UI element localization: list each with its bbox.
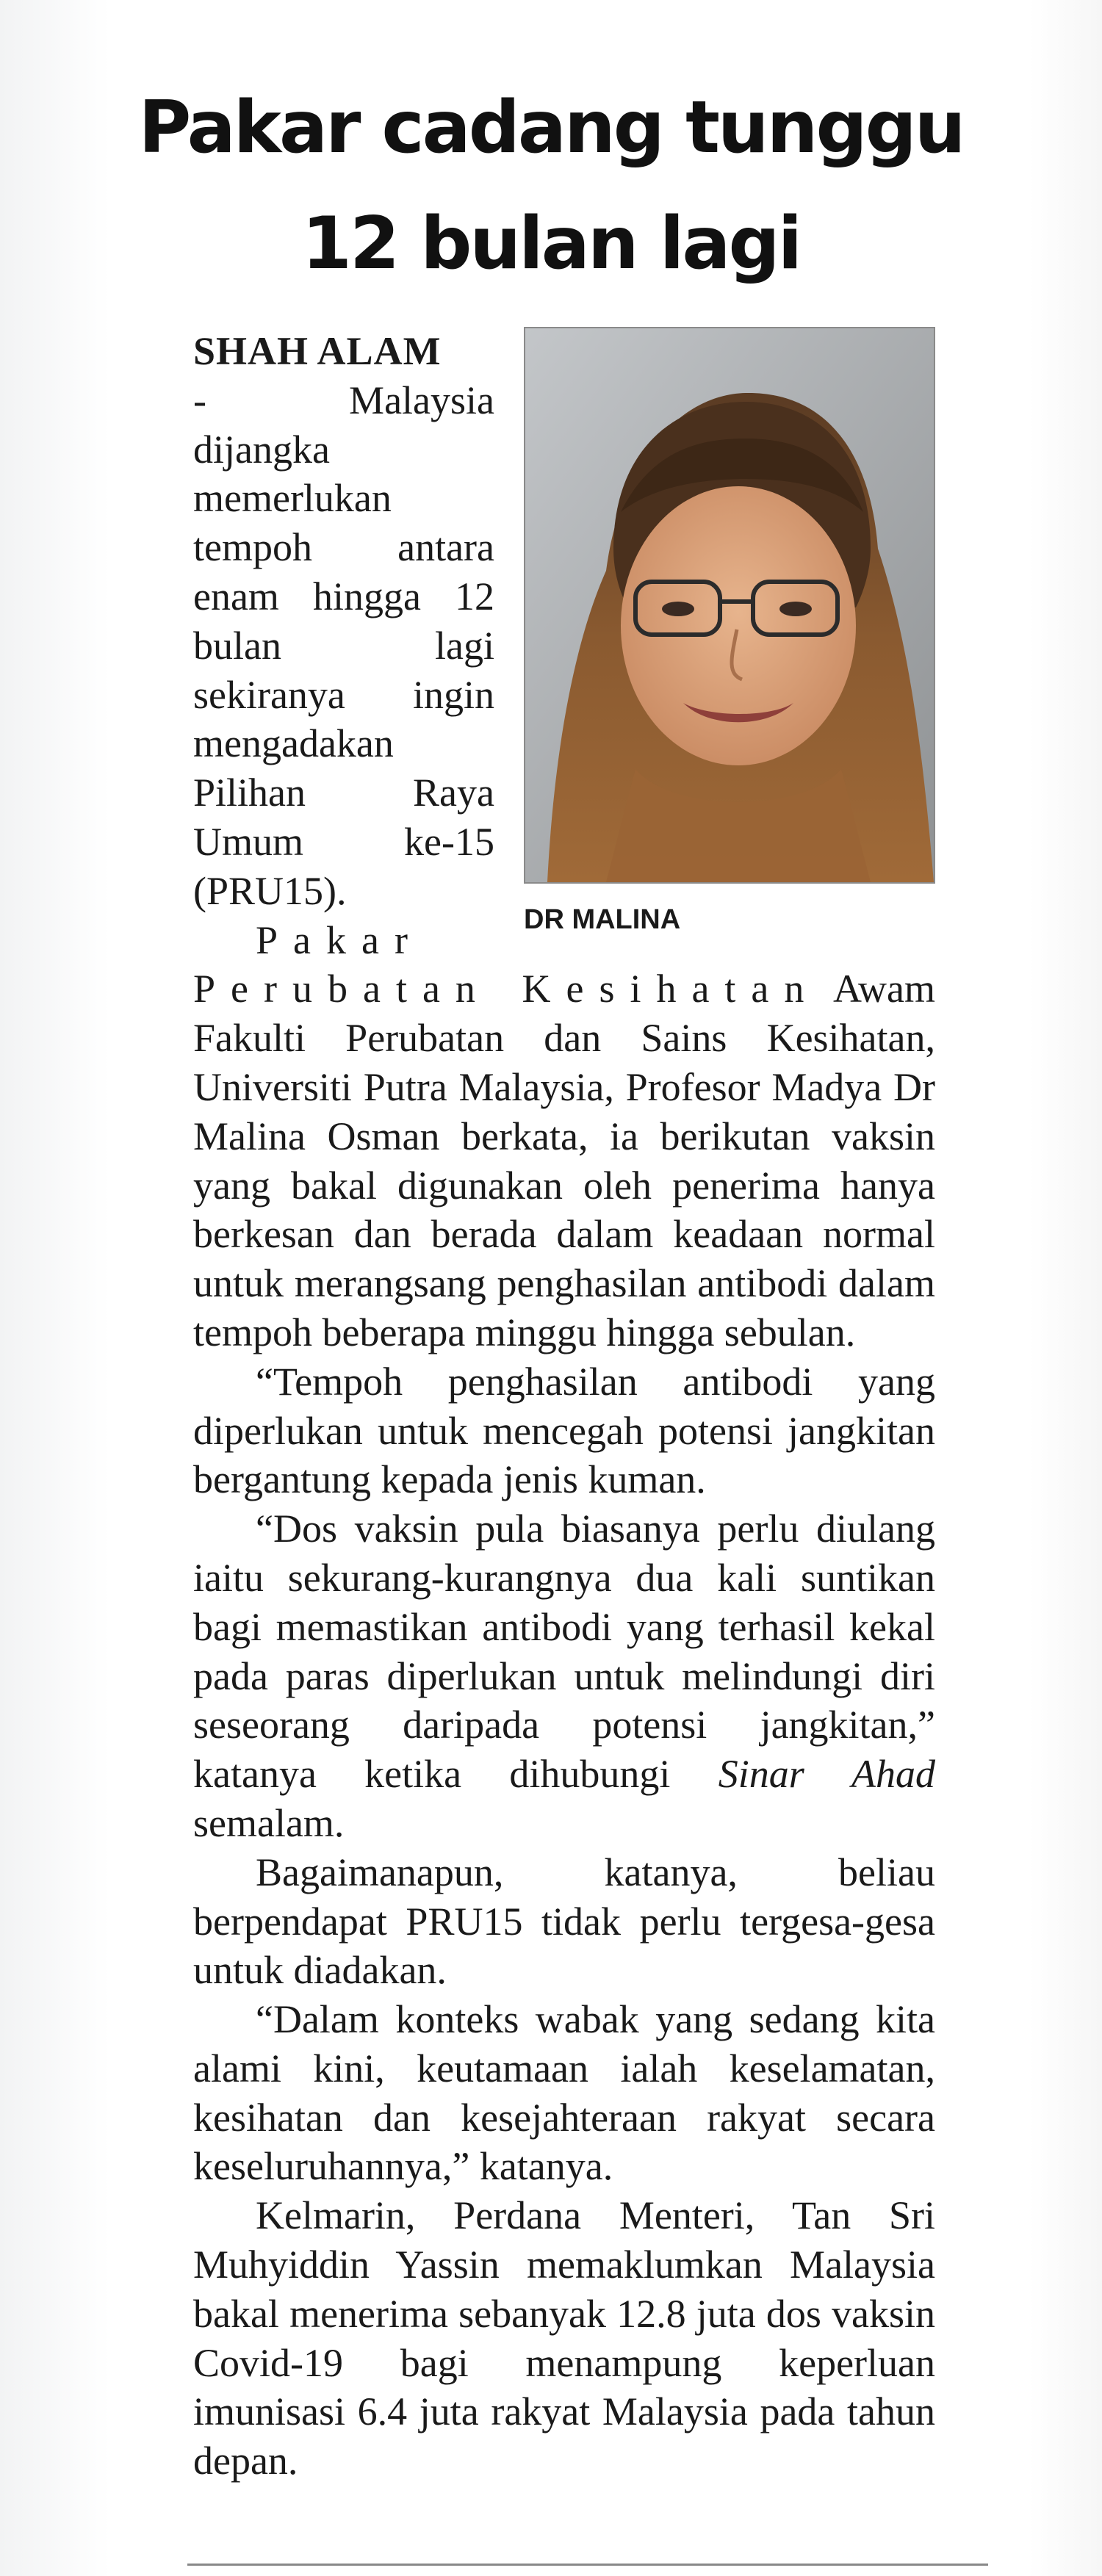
- portrait-photo: [524, 327, 935, 884]
- publication-name: Sinar Ahad: [718, 1752, 935, 1797]
- headline-line-2: 12 bulan lagi: [301, 202, 801, 286]
- paragraph-7: Kelmarin, Perdana Menteri, Tan Sri Muhyiddin Yassin memaklumkan Malaysia bakal menerima sebanyak 12.8 juta dos vaksin Covid-19 bagi menampung keperluan imunisasi 6.4 juta rakyat Malaysia pada tahun depan.: [193, 2193, 935, 2483]
- headline: [132, 70, 970, 302]
- paragraph-2-text: Awam Fakulti Perubatan dan Sains Kesihatan, Universiti Putra Malaysia, Profesor Madya Dr Malina Osman berkata, ia berikutan vaksin yang bakal digunakan oleh penerima hanya berkesan dan berada dalam keadaan normal untuk merangsang penghasilan antibodi dalam tempoh beberapa minggu hingga sebulan.: [193, 967, 935, 1354]
- paragraph-4: [193, 1504, 935, 1848]
- paragraph-2-lead: Pakar Perubatan Kesihatan: [193, 917, 820, 1011]
- portrait-illustration: [525, 328, 934, 882]
- paragraph-2: [193, 916, 935, 1357]
- article-body: [193, 327, 935, 2486]
- photo-caption: DR MALINA: [524, 904, 681, 935]
- paragraph-4-text-a: “Dos vaksin pula biasanya perlu diulang iaitu sekurang-kurangnya dua kali suntikan bagi memastikan antibodi yang terhasil kekal pada paras diperlukan untuk melindungi diri seseorang daripada potensi jangkitan,” katanya ketika dihubungi: [193, 1507, 935, 1797]
- paragraph-3: “Tempoh penghasilan antibodi yang diperlukan untuk mencegah potensi jangkitan bergantung kepada jenis kuman.: [193, 1359, 935, 1502]
- paragraph-6: “Dalam konteks wabak yang sedang kita alami kini, keutamaan ialah keselamatan, kesihatan dan kesejahteraan rakyat secara keseluruhannya,” katanya.: [193, 1997, 935, 2189]
- paragraph-4-text-b: semalam.: [193, 1800, 345, 1845]
- bottom-divider: [187, 2564, 988, 2566]
- dateline: SHAH ALAM: [193, 329, 442, 373]
- paragraph-1-text: - Malaysia dijangka memerlukan tempoh antara enam hingga 12 bulan lagi sekiranya ingin mengadakan Pilihan Raya Umum ke-15 (PRU15).: [193, 378, 494, 913]
- portrait-figure: [524, 327, 935, 937]
- headline-line-1: Pakar cadang tunggu: [138, 86, 964, 170]
- paragraph-5: Bagaimanapun, katanya, beliau berpendapat PRU15 tidak perlu tergesa-gesa untuk diadakan.: [193, 1850, 935, 1993]
